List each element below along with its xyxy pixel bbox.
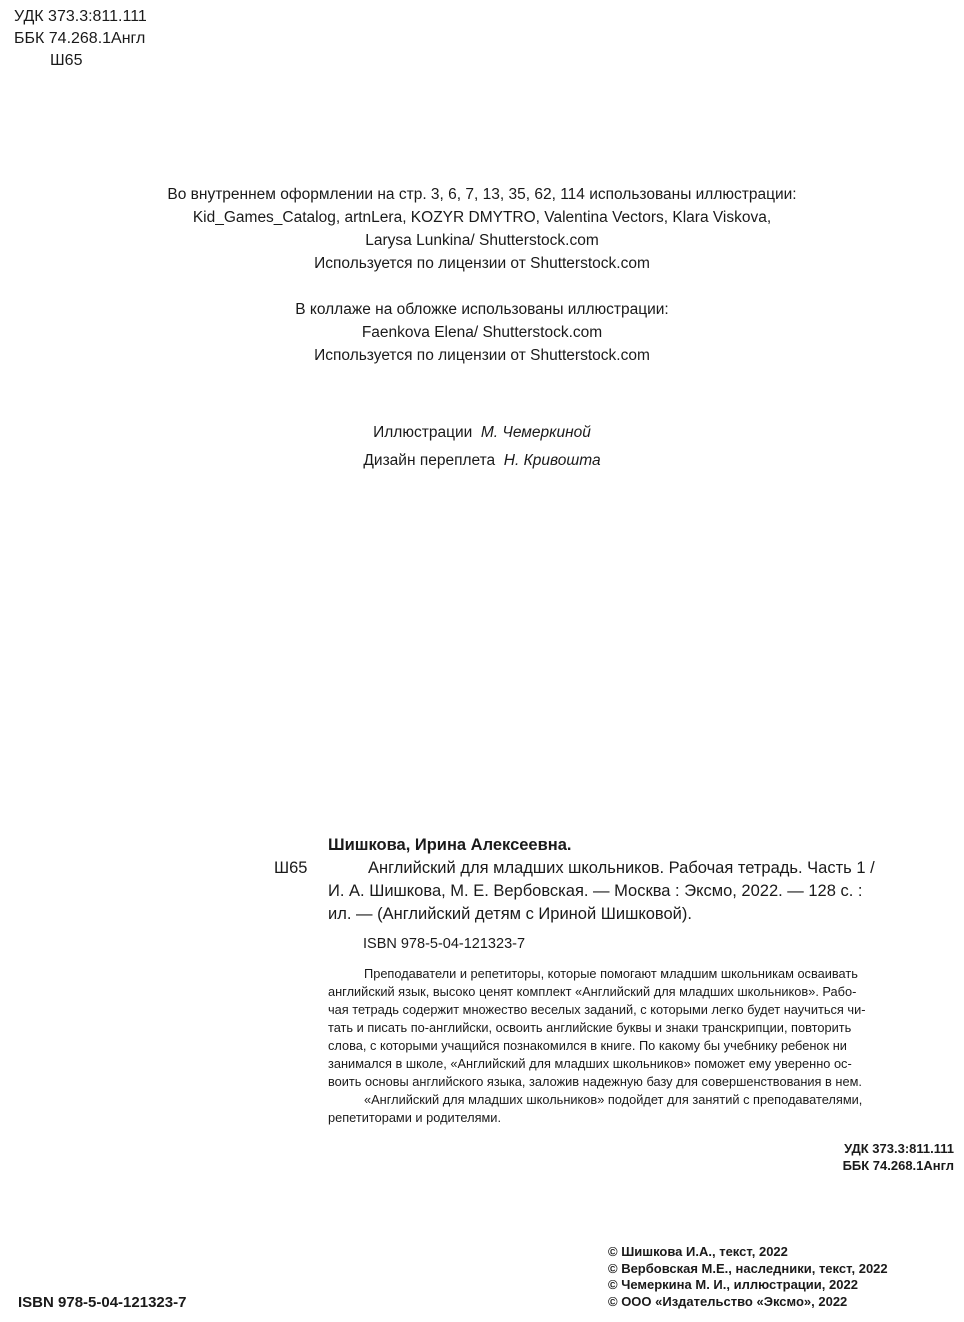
top-udk-code: УДК 373.3:811.111 <box>14 8 147 25</box>
annotation-line: тать и писать по-английски, освоить английские буквы и знаки транскрипции, повторить <box>328 1020 852 1035</box>
copyright-line: © Вербовская М.Е., наследники, текст, 2022 <box>608 1260 888 1276</box>
credit-line: Используется по лицензии от Shutterstock.com <box>314 347 650 364</box>
top-bbk-code: ББК 74.268.1Англ <box>14 30 146 47</box>
binding-designer-line <box>0 447 964 475</box>
illustrator-name: М. Чемеркиной <box>480 424 591 441</box>
interior-illustration-credits <box>0 183 964 275</box>
annotation-line: английский язык, высоко ценят комплект «Английский для младших школьников». Рабо- <box>328 984 857 999</box>
bibliographic-entry <box>328 834 956 926</box>
top-author-cipher: Ш65 <box>50 52 83 69</box>
credit-line: Во внутреннем оформлении на стр. 3, 6, 7, 13, 35, 62, 114 использованы иллюстрации: <box>167 186 797 203</box>
annotation-line: слова, с которыми учащийся познакомился в книге. По какому бы учебнику ребенок ни <box>328 1038 847 1053</box>
annotation-line: воить основы английского языка, заложив надежную базу для совершенствования в нем. <box>328 1074 862 1089</box>
credit-line: Faenkova Elena/ Shutterstock.com <box>361 324 603 341</box>
entry-line: ил. — (Английский детям с Ириной Шишковой). <box>328 905 692 923</box>
annotation-line: Преподаватели и репетиторы, которые помогают младшим школьникам осваивать <box>364 966 858 981</box>
copyright-line: © ООО «Издательство «Эксмо», 2022 <box>608 1293 848 1309</box>
copyright-line: © Шишкова И.А., текст, 2022 <box>608 1244 788 1259</box>
credit-line: Larysa Lunkina/ Shutterstock.com <box>365 232 599 249</box>
annotation-line: занимался в школе, «Английский для младших школьников» поможет ему уверенно ос- <box>328 1056 852 1071</box>
bottom-classification-codes <box>843 1140 954 1174</box>
bottom-isbn: ISBN 978-5-04-121323-7 <box>18 1294 187 1311</box>
annotation-line: чая тетрадь содержит множество веселых заданий, с которыми легко будет научиться чи- <box>328 1002 866 1017</box>
binding-designer-name: Н. Кривошта <box>503 452 601 469</box>
contributor-roles <box>0 419 964 475</box>
book-annotation <box>328 965 956 1127</box>
bottom-bbk-code: ББК 74.268.1Англ <box>842 1158 954 1173</box>
credit-line: В коллаже на обложке использованы иллюстрации: <box>295 301 669 318</box>
cover-collage-credits <box>0 298 964 367</box>
entry-isbn: ISBN 978-5-04-121323-7 <box>363 936 526 952</box>
illustrator-line <box>0 419 964 447</box>
top-classification-codes <box>14 6 147 72</box>
entry-line: Английский для младших школьников. Рабочая тетрадь. Часть 1 / <box>368 859 875 877</box>
annotation-line: репетиторами и родителями. <box>328 1110 502 1125</box>
binding-designer-label: Дизайн переплета <box>363 452 496 469</box>
credit-line: Kid_Games_Catalog, artnLera, KOZYR DMYTRO, Valentina Vectors, Klara Viskova, <box>192 209 772 226</box>
copyright-notices <box>608 1244 888 1310</box>
copyright-line: © Чемеркина М. И., иллюстрации, 2022 <box>608 1277 858 1292</box>
illustrator-label: Иллюстрации <box>373 424 473 441</box>
annotation-line: «Английский для младших школьников» подойдет для занятий с преподавателями, <box>364 1092 863 1107</box>
entry-author: Шишкова, Ирина Алексеевна. <box>328 836 572 854</box>
entry-line: И. А. Шишкова, М. Е. Вербовская. — Москва : Эксмо, 2022. — 128 с. : <box>328 882 863 900</box>
credit-line: Используется по лицензии от Shutterstock.com <box>314 255 650 272</box>
entry-author-cipher: Ш65 <box>274 859 308 877</box>
bottom-udk-code: УДК 373.3:811.111 <box>844 1141 954 1156</box>
